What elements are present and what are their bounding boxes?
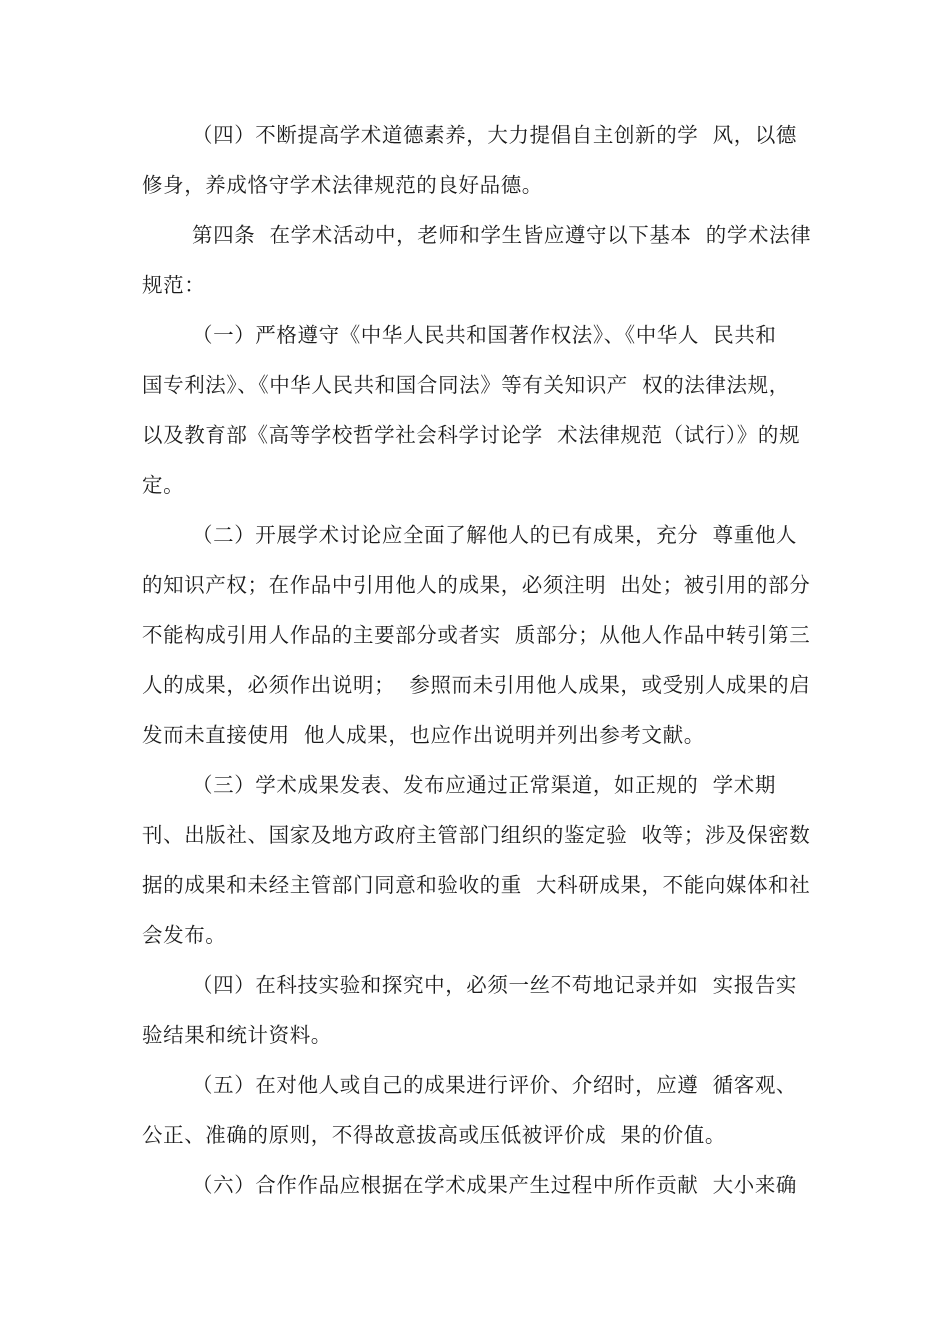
- paragraph-7-line-1: （五）在对他人或自己的成果进行评价、介绍时，应遵 循客观、: [192, 1073, 798, 1097]
- paragraph-2-line-2: 规范：: [142, 273, 206, 297]
- paragraph-7-line-2: 公正、准确的原则，不得故意拔高或压低被评价成 果的价值。: [142, 1123, 726, 1147]
- paragraph-3-line-3: 以及教育部《高等学校哲学社会科学讨论学 术法律规范（试行）》的规: [142, 423, 801, 447]
- paragraph-2-line-1: 第四条 在学术活动中，老师和学生皆应遵守以下基本 的学术法律: [192, 223, 812, 247]
- paragraph-1-line-1: （四）不断提高学术道德素养，大力提倡自主创新的学 风，以德: [192, 123, 798, 147]
- paragraph-4-line-5: 发而未直接使用 他人成果，也应作出说明并列出参考文献。: [142, 723, 705, 747]
- paragraph-4-line-4: 人的成果，必须作出说明； 参照而未引用他人成果，或受别人成果的启: [142, 673, 811, 697]
- paragraph-4-line-1: （二）开展学术讨论应全面了解他人的已有成果，充分 尊重他人: [192, 523, 798, 547]
- paragraph-5-line-1: （三）学术成果发表、发布应通过正常渠道，如正规的 学术期: [192, 773, 776, 797]
- paragraph-3-line-2: 国专利法》、《中华人民共和国合同法》等有关知识产 权的法律法规，: [142, 373, 790, 397]
- paragraph-1-line-2: 修身，养成恪守学术法律规范的良好品德。: [142, 173, 543, 197]
- paragraph-5-line-3: 据的成果和未经主管部门同意和验收的重 大科研成果，不能向媒体和社: [142, 873, 811, 897]
- paragraph-5-line-2: 刊、出版社、国家及地方政府主管部门组织的鉴定验 收等；涉及保密数: [142, 823, 811, 847]
- paragraph-5-line-4: 会发布。: [142, 923, 227, 947]
- paragraph-6-line-1: （四）在科技实验和探究中，必须一丝不苟地记录并如 实报告实: [192, 973, 798, 997]
- paragraph-4-line-2: 的知识产权；在作品中引用他人的成果，必须注明 出处；被引用的部分: [142, 573, 811, 597]
- paragraph-3-line-4: 定。: [142, 473, 185, 497]
- paragraph-6-line-2: 验结果和统计资料。: [142, 1023, 332, 1047]
- paragraph-3-line-1: （一）严格遵守《中华人民共和国著作权法》、《中华人 民共和: [192, 323, 777, 347]
- paragraph-4-line-3: 不能构成引用人作品的主要部分或者实 质部分；从他人作品中转引第三: [142, 623, 811, 647]
- paragraph-8-line-1: （六）合作作品应根据在学术成果产生过程中所作贡献 大小来确: [192, 1173, 798, 1197]
